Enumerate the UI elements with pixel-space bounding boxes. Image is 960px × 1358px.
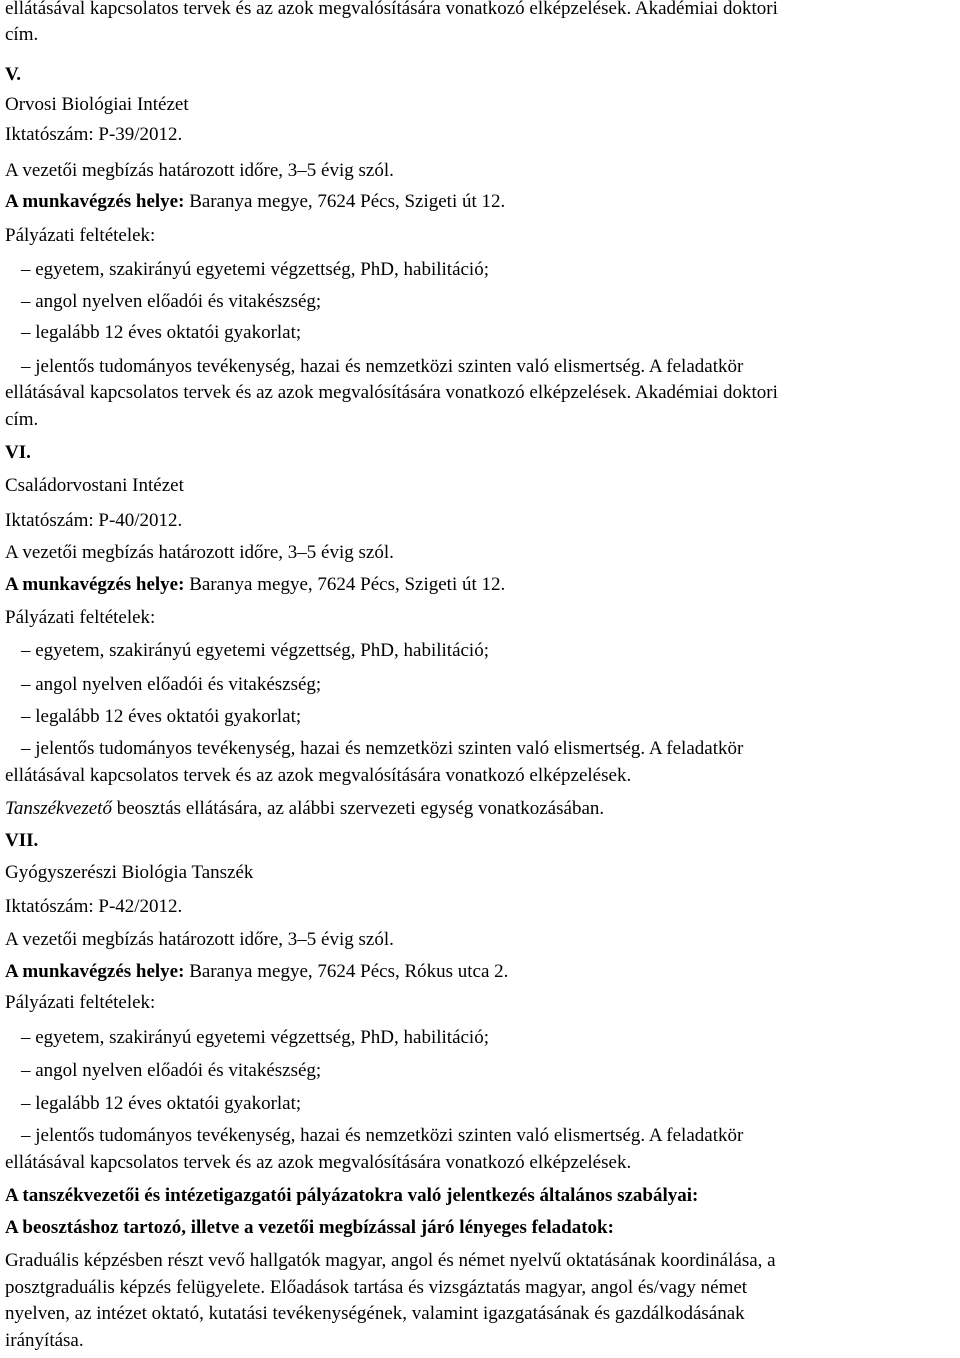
condition-continuation: ellátásával kapcsolatos tervek és az azok megvalósítására vonatkozó elképzelések. <box>5 765 632 786</box>
condition-item: – legalább 12 éves oktatói gyakorlat; <box>21 322 302 343</box>
unit-name: Orvosi Biológiai Intézet <box>5 94 189 115</box>
condition-item: – angol nyelven előadói és vitakészség; <box>21 1060 322 1081</box>
section-number: VII. <box>5 830 39 851</box>
rules-heading: A tanszékvezetői és intézetigazgatói pályázatokra való jelentkezés általános szabályai: <box>5 1185 699 1206</box>
tasks-paragraph-line: nyelven, az intézet oktató, kutatási tevékenységének, valamint igazgatásának és gazdálkodásának <box>5 1303 745 1324</box>
unit-name: Gyógyszerészi Biológia Tanszék <box>5 862 254 883</box>
mandate-duration: A vezetői megbízás határozott időre, 3–5 évig szól. <box>5 929 394 950</box>
iktatoszam: Iktatószám: P-39/2012. <box>5 124 183 145</box>
conditions-title: Pályázati feltételek: <box>5 607 156 628</box>
intro-line: cím. <box>5 24 39 45</box>
condition-item: – legalább 12 éves oktatói gyakorlat; <box>21 1093 302 1114</box>
condition-item: – jelentős tudományos tevékenység, hazai és nemzetközi szinten való elismertség. A feladatkör <box>21 738 744 759</box>
work-location-label: A munkavégzés helye: <box>5 961 185 982</box>
condition-item: – jelentős tudományos tevékenység, hazai és nemzetközi szinten való elismertség. A feladatkör <box>21 1125 744 1146</box>
position-note <box>5 798 604 820</box>
condition-item: – angol nyelven előadói és vitakészség; <box>21 291 322 312</box>
work-location-label: A munkavégzés helye: <box>5 191 185 212</box>
mandate-duration: A vezetői megbízás határozott időre, 3–5 évig szól. <box>5 160 394 181</box>
conditions-title: Pályázati feltételek: <box>5 992 156 1013</box>
condition-item: – egyetem, szakirányú egyetemi végzettség, PhD, habilitáció; <box>21 259 489 280</box>
conditions-title: Pályázati feltételek: <box>5 225 156 246</box>
condition-continuation: ellátásával kapcsolatos tervek és az azok megvalósítására vonatkozó elképzelések. <box>5 1152 632 1173</box>
position-note-italic: Tanszékvezető <box>5 798 112 819</box>
tasks-paragraph-line: irányítása. <box>5 1330 84 1351</box>
iktatoszam: Iktatószám: P-40/2012. <box>5 510 183 531</box>
tasks-paragraph-line: Graduális képzésben részt vevő hallgatók magyar, angol és német nyelvű oktatásának koordinálása, a <box>5 1250 776 1271</box>
condition-continuation: ellátásával kapcsolatos tervek és az azok megvalósítására vonatkozó elképzelések. Akadémiai doktori <box>5 382 778 403</box>
condition-item: – egyetem, szakirányú egyetemi végzettség, PhD, habilitáció; <box>21 1027 489 1048</box>
tasks-paragraph-line: posztgraduális képzés felügyelete. Előadások tartása és vizsgáztatás magyar, angol és/vagy német <box>5 1277 748 1298</box>
work-location <box>5 961 508 983</box>
work-location <box>5 574 505 596</box>
position-note-text: beosztás ellátására, az alábbi szervezeti egység vonatkozásában. <box>111 798 605 819</box>
condition-item: – legalább 12 éves oktatói gyakorlat; <box>21 706 302 727</box>
work-location-label: A munkavégzés helye: <box>5 574 185 595</box>
intro-line: ellátásával kapcsolatos tervek és az azok megvalósítására vonatkozó elképzelések. Akadémiai doktori <box>5 0 778 19</box>
unit-name: Családorvostani Intézet <box>5 475 184 496</box>
section-number: VI. <box>5 442 31 463</box>
mandate-duration: A vezetői megbízás határozott időre, 3–5 évig szól. <box>5 542 394 563</box>
tasks-heading: A beosztáshoz tartozó, illetve a vezetői megbízással járó lényeges feladatok: <box>5 1217 614 1238</box>
condition-item: – jelentős tudományos tevékenység, hazai és nemzetközi szinten való elismertség. A feladatkör <box>21 356 744 377</box>
work-location <box>5 191 505 213</box>
work-location-value: Baranya megye, 7624 Pécs, Szigeti út 12. <box>184 191 506 212</box>
section-number: V. <box>5 64 22 85</box>
work-location-value: Baranya megye, 7624 Pécs, Rókus utca 2. <box>184 961 509 982</box>
condition-item: – angol nyelven előadói és vitakészség; <box>21 674 322 695</box>
iktatoszam: Iktatószám: P-42/2012. <box>5 896 183 917</box>
condition-continuation: cím. <box>5 409 39 430</box>
work-location-value: Baranya megye, 7624 Pécs, Szigeti út 12. <box>184 574 506 595</box>
condition-item: – egyetem, szakirányú egyetemi végzettség, PhD, habilitáció; <box>21 640 489 661</box>
